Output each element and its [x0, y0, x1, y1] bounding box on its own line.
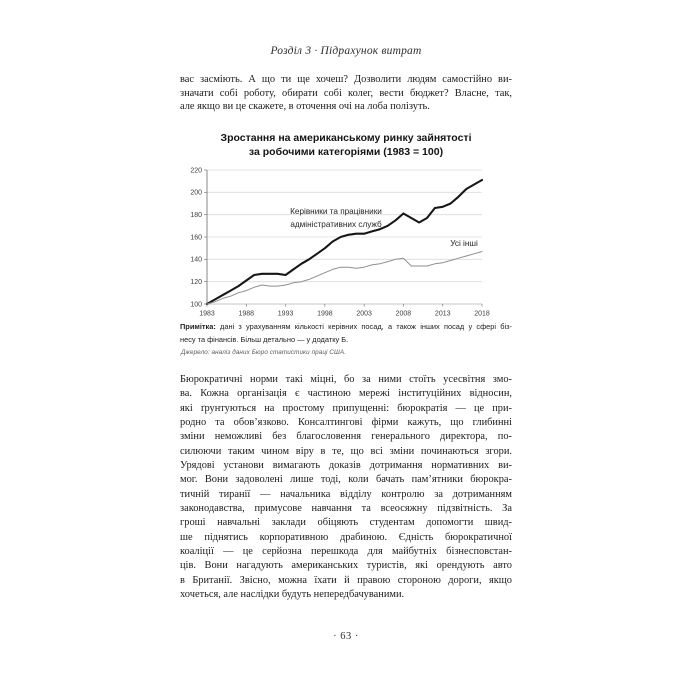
svg-text:100: 100	[190, 301, 202, 309]
text-line: коаліції — це серйозна перешкода для майбутніх бізнесповстан-	[180, 546, 512, 558]
text-line: вас засміють. А що ти ще хочеш? Дозволити людям самостійно ви-	[180, 74, 512, 85]
note-text: дані з урахуванням кількості керівних посад, а також інших посад у сфері біз-	[215, 322, 512, 331]
text-line: Бюрократичні норми такі міцні, бо за ними стоїть усесвітня змо-	[180, 374, 512, 385]
text-line: в Британії. Звісно, можна їхати й правою стороною дороги, якщо	[180, 574, 512, 586]
svg-text:2008: 2008	[395, 310, 412, 318]
text-line: родно та обов’язково. Консалтингові фірми кажуть, що глибинні	[180, 417, 512, 429]
text-line: Урядові установи вимагають доказів дотримання нормативних ви-	[180, 460, 512, 472]
svg-text:1998: 1998	[317, 310, 333, 318]
series-label-managers-line-2: адміністративних служб	[290, 219, 382, 229]
chart-title-line-2: за робочими категоріями (1983 = 100)	[248, 145, 444, 158]
svg-text:120: 120	[190, 279, 202, 287]
series-label-managers	[290, 206, 382, 231]
text-line: які ґрунтуються на простому припущенні: бюрократія — це при-	[180, 402, 512, 414]
svg-text:140: 140	[190, 256, 202, 264]
chart-title	[0, 132, 692, 159]
svg-text:2018: 2018	[474, 310, 490, 318]
text-line: законодавства, примусове навчання та всеосяжну підзвітність. За	[180, 503, 512, 515]
series-label-others: Усі інші	[450, 239, 478, 248]
svg-text:200: 200	[190, 189, 202, 197]
page-number: · 63 ·	[333, 631, 359, 642]
text-line: гроші навчальні заклади обіцяють студентам допомогти швид-	[180, 517, 512, 529]
text-line: ше піднятись корпоративною драбиною. Єдність бюрократичної	[180, 531, 512, 543]
chart-title-line-1: Зростання на американському ринку зайнятості	[220, 132, 472, 144]
text-line: ців. Вони нагадують американських туристів, які орендують авто	[180, 560, 512, 572]
text-line: силюючи таким чином віру в те, що всі зміни починаються згори.	[180, 445, 512, 457]
text-line: тичній тиранії — начальника відділу контролю за дотриманням	[180, 488, 512, 500]
svg-text:1993: 1993	[277, 310, 294, 318]
text-line: ва. Кожна організація є частиною мережі інституційних відносин,	[180, 388, 512, 400]
svg-text:220: 220	[190, 167, 202, 175]
chart-source: Джерело: аналіз даних Бюро статистики праці США.	[181, 349, 347, 356]
note-label: Примітка:	[180, 322, 216, 331]
running-head: Розділ 3 · Підрахунок витрат	[270, 45, 422, 57]
chart-note	[180, 320, 512, 346]
svg-text:2003: 2003	[356, 310, 372, 318]
text-line: але якщо ви це скажете, в оточення очі на лоба полізуть.	[180, 101, 430, 112]
chart-note-line-1	[180, 320, 512, 333]
svg-text:160: 160	[190, 234, 202, 242]
chart-figure	[174, 165, 506, 327]
svg-text:1988: 1988	[238, 310, 255, 318]
text-line: зміни неможливі без благословення генерального директора, по-	[180, 431, 512, 443]
paragraph-body	[180, 373, 512, 603]
chart-note-line-2: несу та фінансів. Більш детально — у додатку Б.	[180, 335, 349, 344]
series-label-managers-line-1: Керівники та працівники	[290, 207, 382, 216]
text-line: мог. Вони задоволені лише тоді, коли бачать пам’ятники бюрокра-	[180, 474, 512, 486]
svg-text:2013: 2013	[434, 310, 451, 318]
svg-text:180: 180	[190, 212, 202, 220]
text-line: хочеться, але наслідки будуть непередбачуваними.	[180, 589, 405, 601]
svg-text:1983: 1983	[199, 310, 215, 318]
text-line: значати собі роботу, обирати собі колег, вести бюджет? Власне, так,	[180, 87, 512, 99]
paragraph-intro	[180, 73, 512, 114]
